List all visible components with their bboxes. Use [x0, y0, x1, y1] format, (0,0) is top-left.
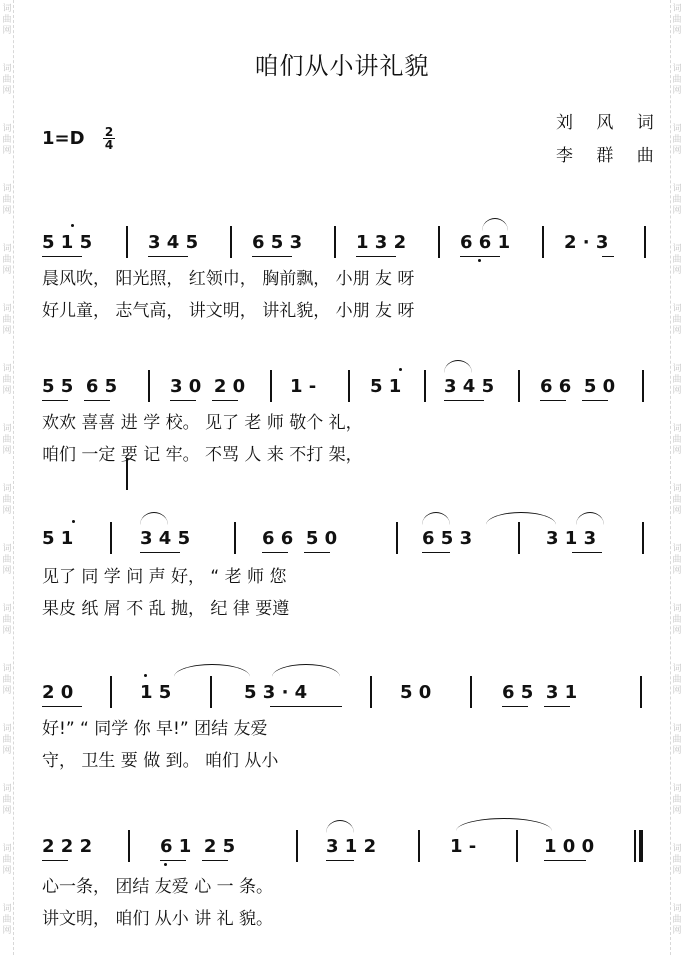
- measure-notes: 3 4 5: [140, 528, 191, 549]
- time-signature-top: 2: [104, 125, 114, 139]
- measure-notes: 5 1: [42, 528, 74, 549]
- lyric-text: 心一条， 团结 友爱 心 一 条。: [42, 877, 274, 897]
- bar-line: [642, 370, 644, 402]
- watermark-text: 词 曲 网: [672, 364, 682, 396]
- measure-notes: 5 1 5: [42, 232, 93, 253]
- final-bar-line: [634, 830, 642, 862]
- measure-notes: 1 3 2: [356, 232, 407, 253]
- watermark-text: 词 曲 网: [2, 304, 12, 336]
- measure-notes: 1 5: [140, 682, 172, 703]
- lyricist-credit: 刘 风 词: [556, 113, 663, 133]
- watermark-text: 词 曲 网: [672, 724, 682, 756]
- bar-line: [542, 226, 544, 258]
- measure-notes: 2 · 3: [564, 232, 609, 253]
- lyric-text: 晨风吹， 阳光照， 红领巾， 胸前飘， 小朋 友 呀: [42, 269, 415, 289]
- measure-notes: 6 5 3: [252, 232, 303, 253]
- measure-notes: 6 6 5 0: [262, 528, 338, 549]
- watermark-text: 词 曲 网: [2, 4, 12, 36]
- lyric-text: 讲文明， 咱们 从小 讲 礼 貌。: [42, 909, 274, 929]
- measure-notes: 1 0 0: [544, 836, 595, 857]
- measure-notes: 6 5 3 1: [502, 682, 578, 703]
- measure-notes: 3 1 2: [326, 836, 377, 857]
- watermark-text: 词 曲 网: [672, 244, 682, 276]
- watermark-text: 词 曲 网: [672, 184, 682, 216]
- bar-line: [148, 370, 150, 402]
- watermark-text: 词 曲 网: [672, 64, 682, 96]
- bar-line: [438, 226, 440, 258]
- lyric-text: 好儿童， 志气高， 讲文明， 讲礼貌， 小朋 友 呀: [42, 301, 415, 321]
- bar-line: [642, 522, 644, 554]
- measure-notes: 3 0 2 0: [170, 376, 246, 397]
- lyric-text: 果皮 纸 屑 不 乱 抛， 纪 律 要遵: [42, 599, 290, 619]
- lyric-text: 守， 卫生 要 做 到。 咱们 从小: [42, 751, 279, 771]
- watermark-text: 词 曲 网: [672, 844, 682, 876]
- watermark-text: 词 曲 网: [2, 364, 12, 396]
- watermark-text: 词 曲 网: [672, 124, 682, 156]
- watermark-text: 词 曲 网: [2, 64, 12, 96]
- bar-line: [370, 676, 372, 708]
- bar-line: [210, 676, 212, 708]
- bar-line: [334, 226, 336, 258]
- measure-notes: 2 2 2: [42, 836, 93, 857]
- measure-notes: 1 -: [290, 376, 317, 397]
- measure-notes: 5 3 · 4: [244, 682, 308, 703]
- watermark-text: 词 曲 网: [672, 484, 682, 516]
- measure-notes: 6 6 1: [460, 232, 511, 253]
- bar-line: [644, 226, 646, 258]
- bar-line: [518, 522, 520, 554]
- measure-notes: 1 -: [450, 836, 477, 857]
- bar-line: [424, 370, 426, 402]
- measure-notes: 3 4 5: [148, 232, 199, 253]
- bar-line: [230, 226, 232, 258]
- watermark-text: 词 曲 网: [2, 724, 12, 756]
- measure-notes: 2 0: [42, 682, 74, 703]
- watermark-text: 词 曲 网: [672, 604, 682, 636]
- watermark-text: 词 曲 网: [672, 664, 682, 696]
- measure-notes: 3 1 3: [546, 528, 597, 549]
- watermark-text: 词 曲 网: [2, 844, 12, 876]
- bar-line: [516, 830, 518, 862]
- measure-notes: 5 5 6 5: [42, 376, 118, 397]
- watermark-text: 词 曲 网: [2, 664, 12, 696]
- bar-line: [270, 370, 272, 402]
- measure-notes: 6 1 2 5: [160, 836, 236, 857]
- watermark-text: 词 曲 网: [2, 244, 12, 276]
- measure-notes: 6 5 3: [422, 528, 473, 549]
- lyric-text: 好!” “ 同学 你 早!” 团结 友爱: [42, 719, 268, 739]
- bar-line: [518, 370, 520, 402]
- watermark-text: 词 曲 网: [2, 424, 12, 456]
- watermark-text: 词 曲 网: [672, 784, 682, 816]
- bar-line: [234, 522, 236, 554]
- time-signature: [102, 126, 116, 151]
- watermark-text: 词 曲 网: [2, 904, 12, 936]
- lyric-text: 咱们 一定 要 记 牢。 不骂 人 来 不打 架，: [42, 445, 363, 465]
- song-title: 咱们从小讲礼貌: [254, 52, 430, 80]
- bar-line: [418, 830, 420, 862]
- watermark-text: 词 曲 网: [672, 904, 682, 936]
- lyric-text: 见了 同 学 问 声 好， “ 老 师 您: [42, 567, 287, 587]
- lyric-text: 欢欢 喜喜 进 学 校。 见了 老 师 敬个 礼，: [42, 413, 363, 433]
- bar-line: [128, 830, 130, 862]
- watermark-text: 词 曲 网: [672, 424, 682, 456]
- watermark-text: 词 曲 网: [2, 484, 12, 516]
- bar-line: [348, 370, 350, 402]
- watermark-text: 词 曲 网: [672, 304, 682, 336]
- measure-notes: 5 0: [400, 682, 432, 703]
- watermark-text: 词 曲 网: [2, 784, 12, 816]
- key-signature: 1=D: [42, 128, 85, 149]
- composer-credit: 李 群 曲: [556, 146, 663, 166]
- measure-notes: 3 4 5: [444, 376, 495, 397]
- watermark-text: 词 曲 网: [672, 544, 682, 576]
- watermark-text: 词 曲 网: [2, 544, 12, 576]
- bar-line: [110, 522, 112, 554]
- measure-notes: 5 1: [370, 376, 402, 397]
- bar-line: [396, 522, 398, 554]
- bar-line: [296, 830, 298, 862]
- watermark-column-right: [670, 0, 684, 955]
- watermark-text: 词 曲 网: [2, 124, 12, 156]
- time-signature-bottom: 4: [104, 138, 114, 152]
- bar-line: [126, 226, 128, 258]
- bar-line: [640, 676, 642, 708]
- watermark-column-left: [0, 0, 14, 955]
- watermark-text: 词 曲 网: [2, 184, 12, 216]
- watermark-text: 词 曲 网: [672, 4, 682, 36]
- measure-notes: 6 6 5 0: [540, 376, 616, 397]
- bar-line: [470, 676, 472, 708]
- bar-line: [110, 676, 112, 708]
- watermark-text: 词 曲 网: [2, 604, 12, 636]
